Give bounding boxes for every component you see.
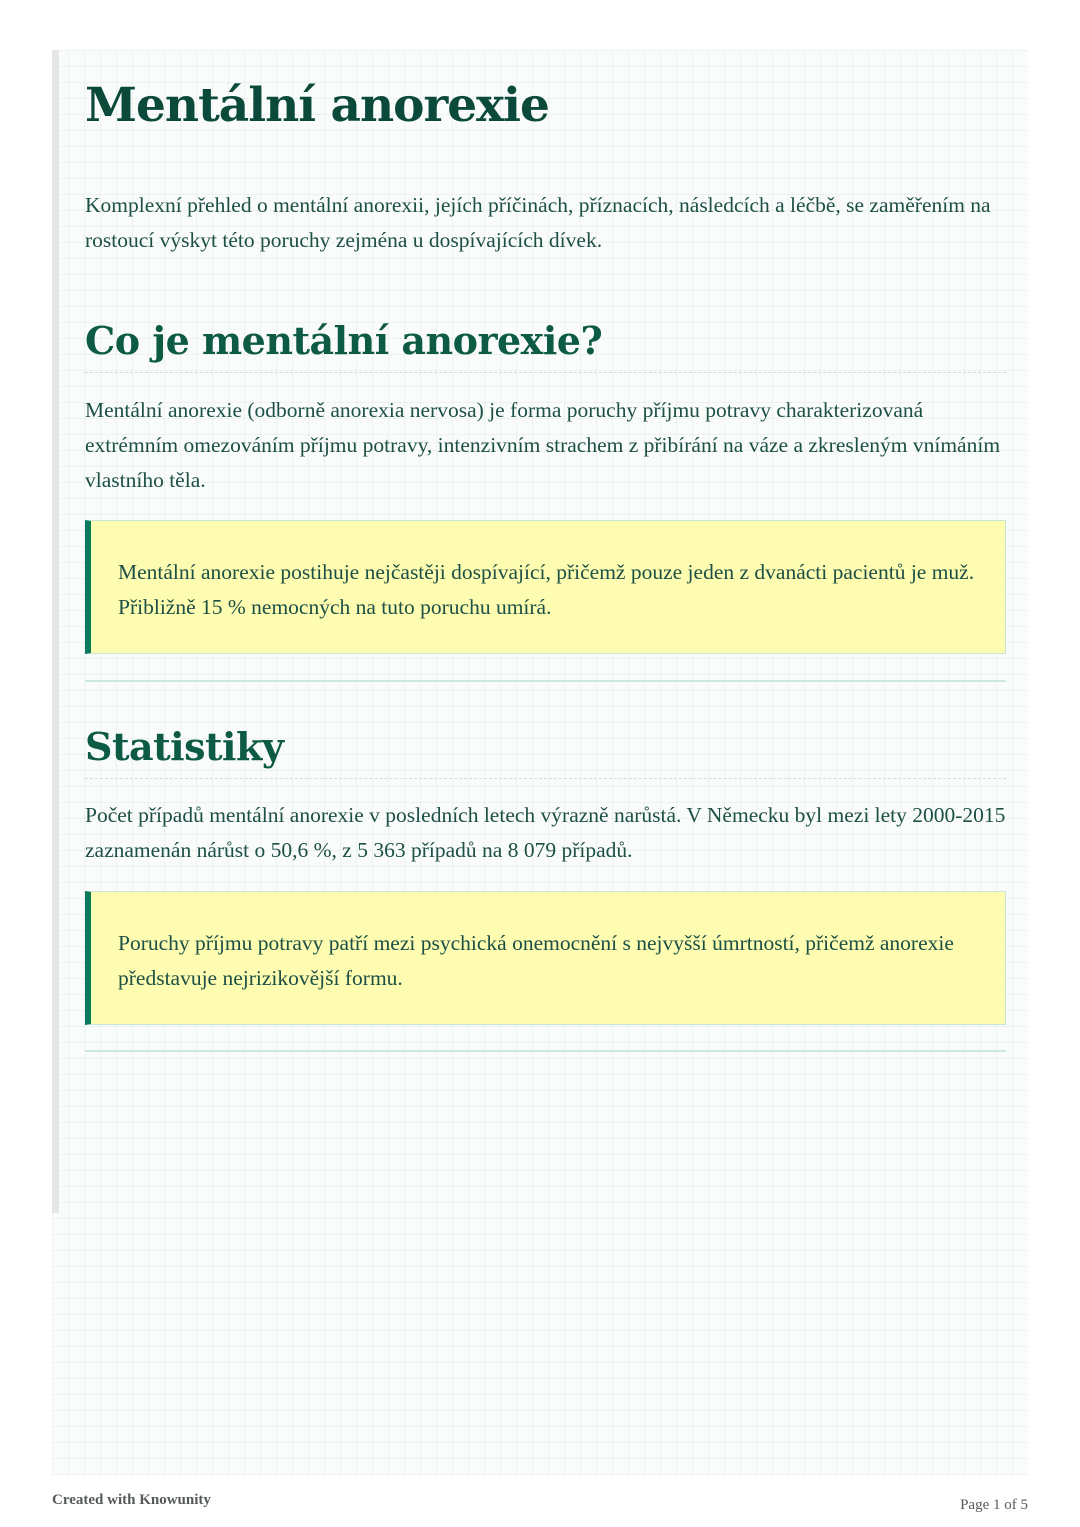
statistics-paragraph: Počet případů mentální anorexie v posledních letech výrazně narůstá. V Německu byl mezi lety 2000-2015 zaznamenán nárůst o 50,6 %, z 5 363 případů na 8 079 případů. <box>85 803 1006 862</box>
section-heading-statistics: Statistiky <box>85 724 1006 779</box>
section-heading-definition: Co je mentální anorexie? <box>85 318 1006 373</box>
definition-paragraph: Mentální anorexie (odborně anorexia nervosa) je forma poruchy příjmu potravy charakterizovaná extrémním omezováním příjmu potravy, intenzivním strachem z přibírání na váze a zkresleným vnímáním vlastního těla. <box>85 398 1001 492</box>
section-divider <box>85 680 1006 682</box>
section-divider <box>85 1050 1006 1052</box>
callout-text-definition: Mentální anorexie postihuje nejčastěji dospívající, přičemž pouze jeden z dvanácti pacientů je muž. Přibližně 15 % nemocných na tuto poruchu umírá. <box>118 560 975 619</box>
callout-text-statistics: Poruchy příjmu potravy patří mezi psychická onemocnění s nejvyšší úmrtností, přičemž anorexie představuje nejrizikovější formu. <box>118 931 954 990</box>
footer-credit: Created with Knowunity <box>52 1492 211 1508</box>
page-title: Mentální anorexie <box>85 78 549 133</box>
callout-box-definition <box>85 520 1006 654</box>
callout-box-statistics <box>85 891 1006 1025</box>
page-indicator: Page 1 of 5 <box>960 1497 1028 1513</box>
page-left-edge <box>52 50 59 1213</box>
intro-paragraph: Komplexní přehled o mentální anorexii, jejích příčinách, příznacích, následcích a léčbě, se zaměřením na rostoucí výskyt této poruchy zejména u dospívajících dívek. <box>85 193 991 252</box>
